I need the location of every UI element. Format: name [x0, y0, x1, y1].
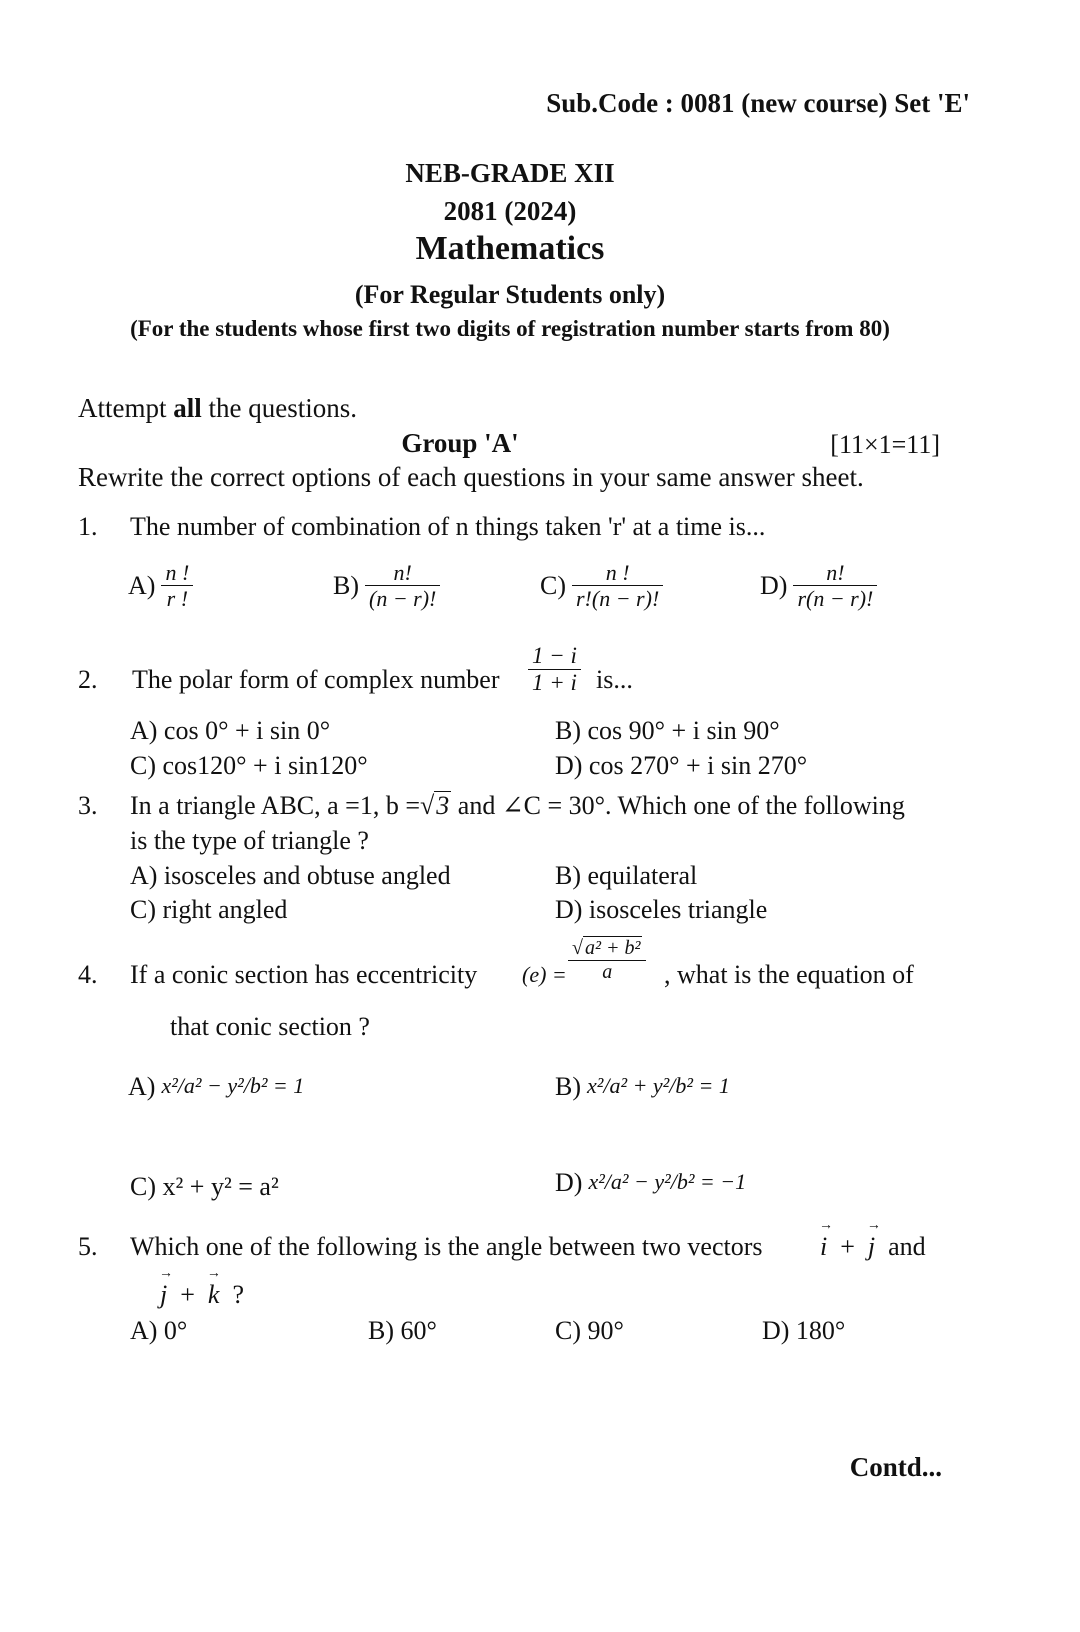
q3-text: In a triangle ABC, a =1, b =√3 and ∠C = 30°. Which one of the following	[130, 791, 905, 820]
q5-vectors-1: → i + → j and	[820, 1232, 926, 1262]
attempt-instruction: Attempt all the questions.	[78, 393, 358, 423]
q3-option-a: A) isosceles and obtuse angled	[130, 861, 451, 890]
q5-option-a: A) 0°	[130, 1316, 188, 1345]
q5-number: 5.	[78, 1232, 98, 1261]
q3-option-b: B) equilateral	[555, 861, 698, 890]
vector-j: → j	[160, 1280, 167, 1310]
q5-option-c: C) 90°	[555, 1316, 624, 1345]
q2-tail: is...	[596, 665, 633, 694]
q1-text: The number of combination of n things taken 'r' at a time is...	[130, 512, 766, 541]
q2-option-b: B) cos 90° + i sin 90°	[555, 716, 780, 745]
q4-number: 4.	[78, 960, 98, 989]
subject-title: Mathematics	[415, 230, 605, 267]
q4-option-b: B) x²/a² + y²/b² = 1	[555, 1072, 730, 1102]
q5-option-b: B) 60°	[368, 1316, 437, 1345]
group-marks: [11×1=11]	[830, 430, 940, 459]
regular-note: (For Regular Students only)	[354, 280, 666, 309]
vector-j: → j	[868, 1232, 875, 1262]
q4-text-post: , what is the equation of	[664, 960, 914, 989]
q2-option-d: D) cos 270° + i sin 270°	[555, 751, 808, 780]
q3-text-line2: is the type of triangle ?	[130, 826, 369, 855]
vector-k: → k	[208, 1280, 220, 1310]
vector-i: → i	[820, 1232, 827, 1262]
q5-vectors-2: → j + → k ?	[160, 1280, 244, 1310]
continued-note: Contd...	[849, 1452, 942, 1482]
subject-code: Sub.Code : 0081 (new course) Set 'E'	[546, 88, 970, 118]
rewrite-instruction: Rewrite the correct options of each questions in your same answer sheet.	[78, 462, 864, 492]
group-heading: Group 'A'	[401, 428, 519, 458]
q4-e-label: (e) =	[522, 962, 567, 987]
q2-fraction: $\frac{1 - i}{1 + i}$	[528, 643, 581, 697]
q1-option-c: C) $\frac{n !}{r!(n - r)!}$	[540, 560, 663, 612]
q4-option-c: C) x² + y² = a²	[130, 1172, 279, 1201]
q1-option-a: A) $\frac{n !}{r !}$	[128, 560, 193, 612]
q3-number: 3.	[78, 791, 98, 820]
q3-option-d: D) isosceles triangle	[555, 895, 768, 924]
q5-text: Which one of the following is the angle between two vectors	[130, 1232, 763, 1261]
q4-text-line2: that conic section ?	[170, 1012, 370, 1041]
q4-text: If a conic section has eccentricity	[130, 960, 478, 989]
q1-option-d: D) $\frac{n!}{r(n - r)!}$	[760, 560, 877, 612]
q1-number: 1.	[78, 512, 98, 541]
q2-text: The polar form of complex number	[132, 665, 500, 694]
q2-number: 2.	[78, 665, 98, 694]
board-title: NEB-GRADE XII	[405, 158, 615, 188]
q3-option-c: C) right angled	[130, 895, 288, 924]
q4-fraction: $\frac{\text{√ a² + b²}}{a}$	[568, 936, 646, 984]
q4-option-a: A) x²/a² − y²/b² = 1	[128, 1072, 305, 1102]
q2-option-a: A) cos 0° + i sin 0°	[130, 716, 331, 745]
q2-option-c: C) cos120° + i sin120°	[130, 751, 368, 780]
q1-option-b: B) $\frac{n!}{(n - r)!}$	[333, 560, 440, 612]
registration-note: (For the students whose first two digits of registration number starts from 80)	[130, 316, 890, 341]
q4-option-d: D) x²/a² − y²/b² = −1	[555, 1168, 747, 1198]
q5-option-d: D) 180°	[762, 1316, 846, 1345]
exam-year: 2081 (2024)	[443, 196, 577, 226]
